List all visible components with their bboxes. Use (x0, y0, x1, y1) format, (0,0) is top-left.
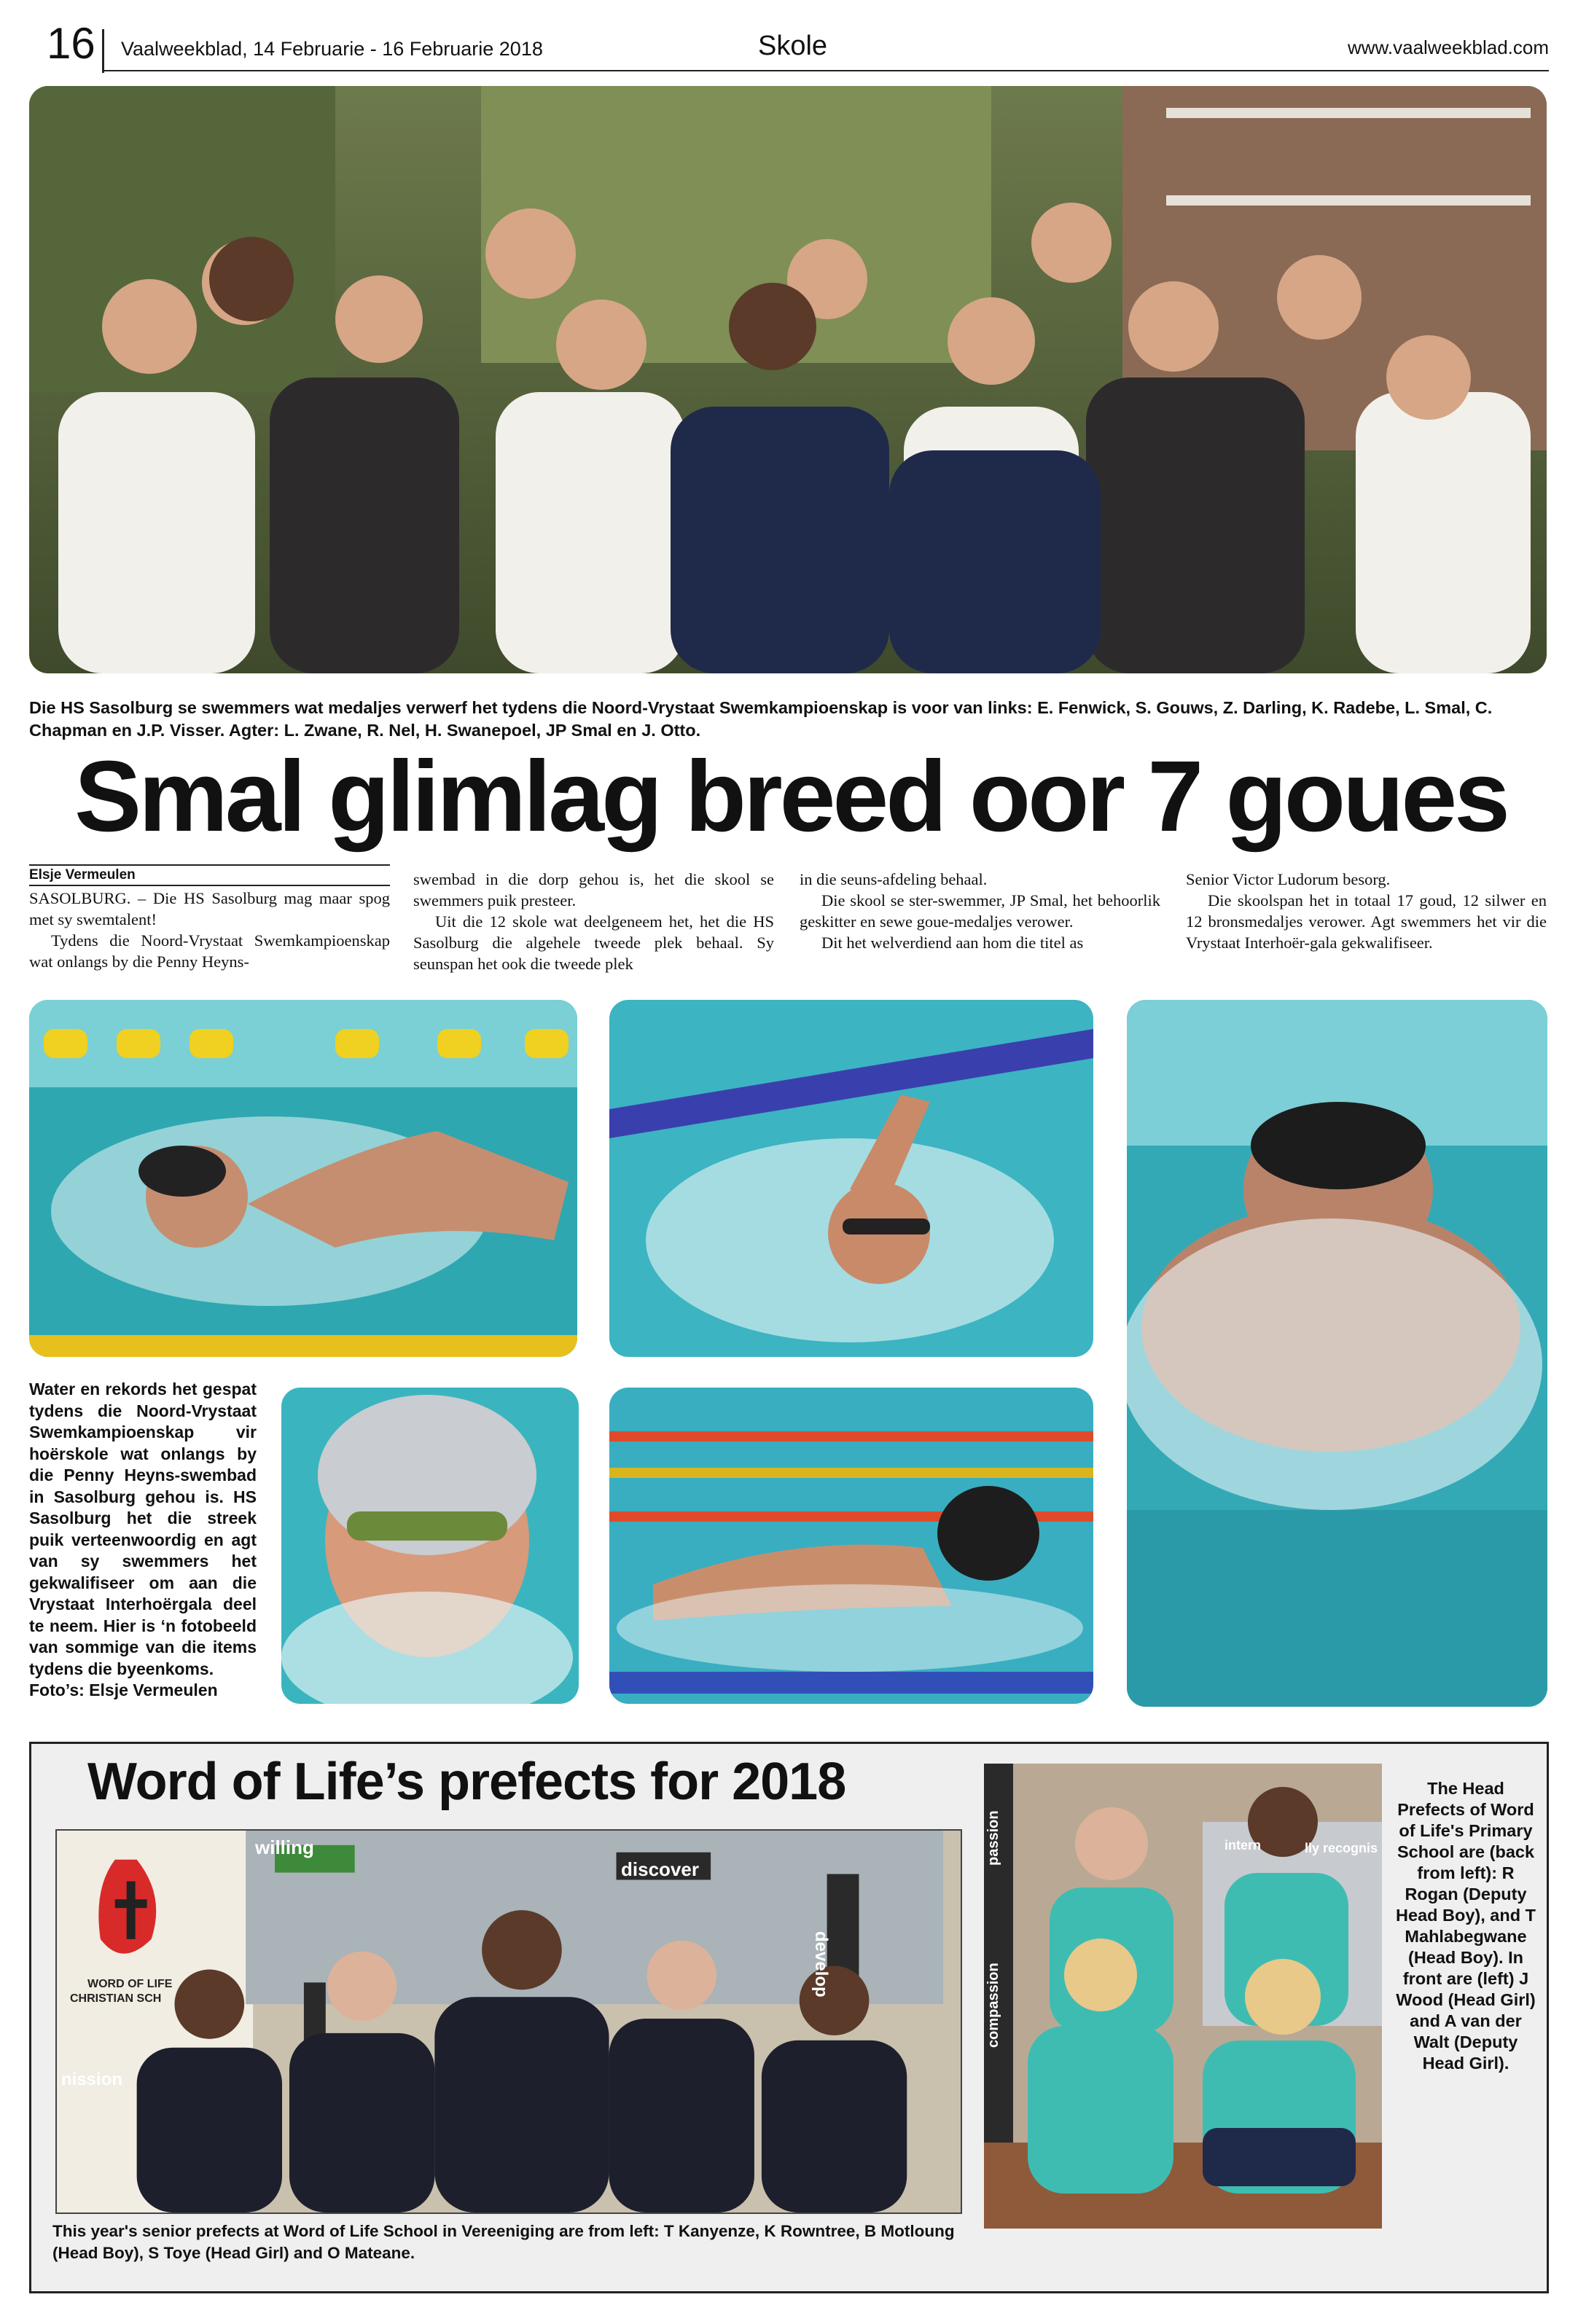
article-paragraph: Die skoolspan het in totaal 17 goud, 12 silwer en 12 bronsmedaljes verower. Agt swemmers het vir die Vrystaat Interhoër-gala gekwalifiseer. (1186, 891, 1547, 952)
article-paragraph: Tydens die Noord-Vrystaat Swemkampioenskap wat onlangs by die Penny Heyns- (29, 931, 390, 971)
banner-recognis: lly recognis (1305, 1841, 1378, 1855)
byline: Elsje Vermeulen (29, 864, 390, 886)
header-rule (102, 70, 1549, 71)
swim-photos-caption-text: Water en rekords het gespat tydens die Noord-Vrystaat Swemkampioenskap vir hoërskole wat onlangs by die Penny Heyns-swembad in Sasolburg gehou is. HS Sasolburg het die streek puik verteenwoordig en agt van sy swemmers het gekwalifiseer om aan die Vrystaat Interhoërgala deel te neem. Hier is ‘n fotobeeld van sommige van die items tydens die byeenkoms. (29, 1380, 257, 1678)
banner-intern: intern (1224, 1838, 1262, 1852)
header-url[interactable]: www.vaalweekblad.com (1347, 36, 1549, 58)
banner-develop: develop (811, 1931, 831, 1998)
article-paragraph: in die seuns-afdeling behaal. (800, 870, 988, 888)
senior-prefects-photo (55, 1829, 962, 2214)
article-paragraph: Uit die 12 skole wat deelgeneem het, het die HS Sasolburg die algehele tweede plek behaal. Sy seunspan het ook die tweede plek (413, 912, 774, 973)
backstroke-swimmer-photo (609, 1000, 1093, 1357)
article-paragraph: Dit het welverdiend aan hom die titel as (821, 934, 1084, 952)
headline: Smal glimlag breed oor 7 goues (74, 740, 1507, 853)
team-photo-caption: Die HS Sasolburg se swemmers wat medaljes verwerf het tydens die Noord-Vrystaat Swemkampioenskap is voor van links: E. Fenwick, S. Gouws, Z. Darling, K. Radebe, L. Smal, C. Chapman en J.P. Visser. Agter: L. Zwane, R. Nel, H. Swanepoel, JP Smal en J. Otto. (29, 698, 1493, 740)
logo-text-line1: WORD OF LIFE (87, 1978, 173, 1990)
backstroke-swimmer-closeup-photo (1127, 1000, 1547, 1707)
article-column-4 (1186, 869, 1547, 953)
header-date: Vaalweekblad, 14 Februarie - 16 Februarie 2018 (121, 38, 543, 60)
swimmer-silver-cap-photo (281, 1388, 579, 1704)
senior-prefects-caption: This year's senior prefects at Word of Life School in Vereeniging are from left: T Kanyenze, K Rowntree, B Motloung (Head Boy), S Toye (Head Girl) and O Mateane. (52, 2222, 955, 2262)
article-paragraph: SASOLBURG. – Die HS Sasolburg mag maar spog met sy swemtalent! (29, 889, 390, 928)
head-prefects-caption: The Head Prefects of Word of Life's Primary School are (back from left): R Rogan (Deputy Head Boy), and T Mahlabegwane (Head Boy). In front are (left) J Wood (Head Girl) and A van der Walt (Deputy Head Girl). (1396, 1779, 1536, 2073)
banner-passion: passion (985, 1810, 1001, 1866)
banner-discover: discover (621, 1858, 699, 1880)
freestyle-swimmer-photo (29, 1000, 577, 1357)
swim-team-photo (29, 86, 1547, 673)
banner-mission: nission (61, 2070, 123, 2089)
banner-compassion: compassion (985, 1963, 1001, 2048)
photo-credit: Foto’s: Elsje Vermeulen (29, 1681, 218, 1699)
article-column-1 (29, 888, 390, 972)
header-divider (102, 29, 104, 73)
article-paragraph: Die skool se ster-swemmer, JP Smal, het behoorlik geskitter en sewe goue-medaljes verower. (800, 891, 1160, 931)
article-paragraph: swembad in die dorp gehou is, het die skool se swemmers puik presteer. (413, 870, 774, 909)
word-of-life-title: Word of Life’s prefects for 2018 (87, 1753, 846, 1811)
article-column-2 (413, 869, 774, 974)
banner-willing: willing (255, 1836, 314, 1858)
primary-head-prefects-photo (984, 1764, 1382, 2229)
swim-photos-caption (29, 1379, 257, 1702)
butterfly-swimmer-photo (609, 1388, 1093, 1704)
article-paragraph: Senior Victor Ludorum besorg. (1186, 870, 1391, 888)
article-column-3 (800, 869, 1160, 953)
page-number: 16 (47, 19, 95, 68)
logo-text-line2: CHRISTIAN SCH (70, 1992, 162, 2005)
section-name: Skole (758, 31, 828, 61)
